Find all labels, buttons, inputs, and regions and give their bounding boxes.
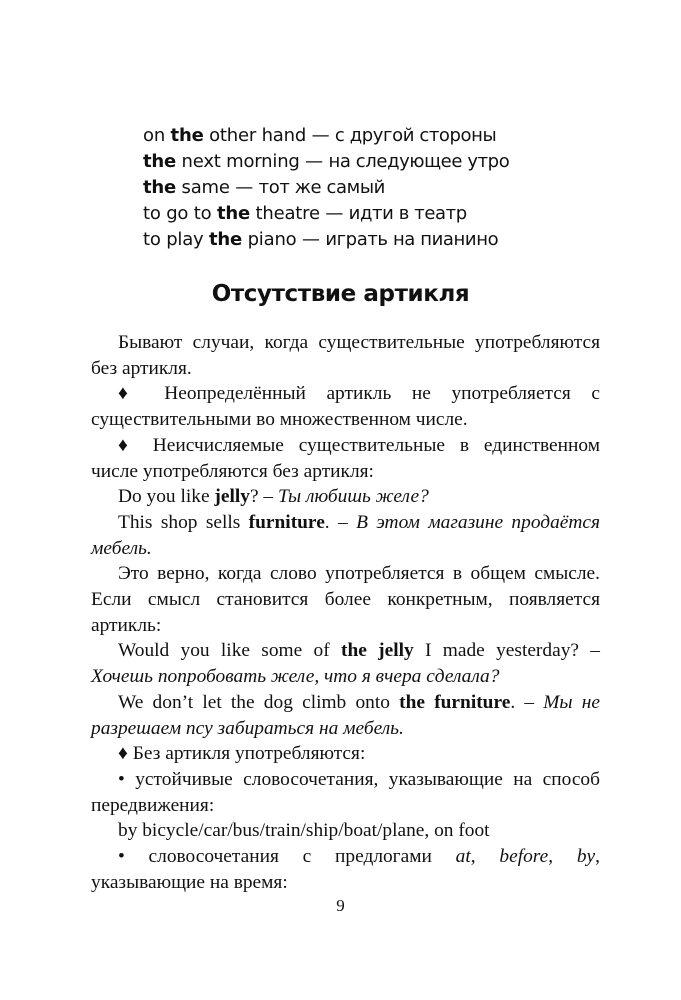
article: the xyxy=(170,125,204,146)
bullet-paragraph: • устойчивые словосочетания, указывающие на способ передвижения: xyxy=(91,768,600,816)
rule-paragraph: ♦ Неисчисляемые существительные в единственном числе употребляются без артикля: xyxy=(91,434,600,482)
body-text xyxy=(91,330,600,895)
phrase-line: the next morning — на следующее утро xyxy=(143,151,510,172)
page-number: 9 xyxy=(336,896,345,915)
example-paragraph: Do you like jelly? – Ты любишь желе? xyxy=(118,486,429,508)
phrase-line: on the other hand — с другой стороны xyxy=(143,125,497,146)
phrase-list xyxy=(143,123,509,253)
article: the xyxy=(209,229,243,250)
transport-example: by bicycle/car/bus/train/ship/boat/plane, on foot xyxy=(118,820,490,842)
rule-paragraph: ♦ Без артикля употребляются: xyxy=(118,743,366,765)
phrase-line: to go to the theatre — идти в театр xyxy=(143,203,467,224)
article: the xyxy=(143,177,177,198)
rule-paragraph: ♦ Неопределённый артикль не употребляется с существительными во множественном числе. xyxy=(91,383,600,431)
phrase-line: the same — тот же самый xyxy=(143,177,385,198)
example-paragraph: Would you like some of the jelly I made yesterday? – Хочешь попробовать желе, что я вчера сделала? xyxy=(91,640,600,688)
phrase-line: to play the piano — играть на пианино xyxy=(143,229,499,250)
bullet-paragraph: • словосочетания с предлогами at, before, by, указывающие на время: xyxy=(91,846,601,893)
note-paragraph: Это верно, когда слово употребляется в общем смысле. Если смысл становится более конкретным, появляется артикль: xyxy=(91,563,600,636)
section-heading: Отсутствие артикля xyxy=(211,281,470,307)
article: the xyxy=(216,203,250,224)
article: the xyxy=(143,151,177,172)
example-paragraph: This shop sells furniture. – В этом магазине продаётся мебель. xyxy=(91,511,600,559)
intro-paragraph: Бывают случаи, когда существительные употребляются без артикля. xyxy=(91,332,600,379)
example-paragraph: We don’t let the dog climb onto the furniture. – Мы не разрешаем псу забираться на мебель. xyxy=(91,691,600,739)
